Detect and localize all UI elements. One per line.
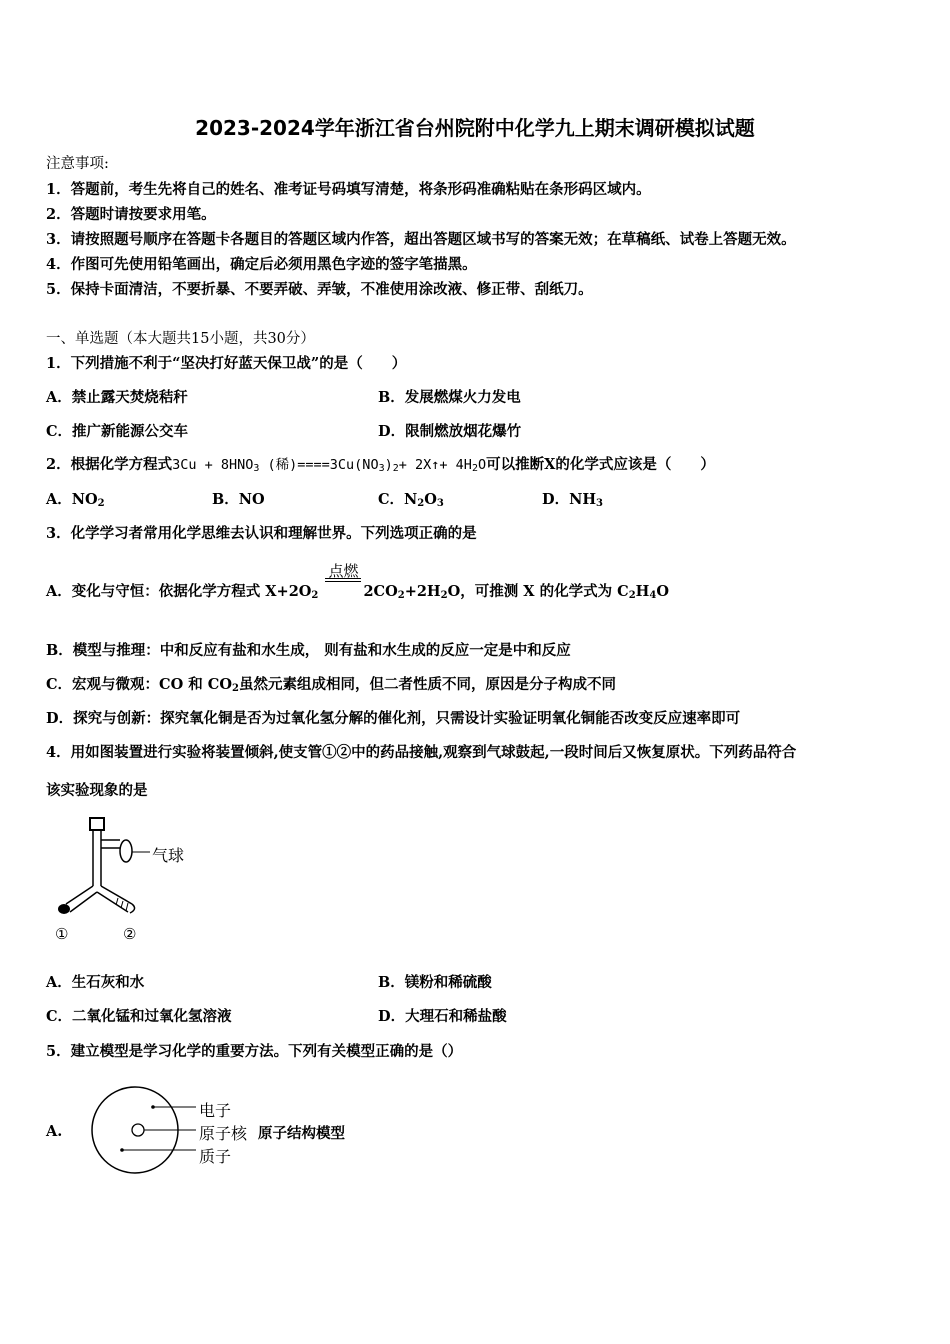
q4-option-b: B．镁粉和稀硫酸 xyxy=(378,974,492,991)
q4-option-a: A．生石灰和水 xyxy=(46,974,145,991)
opt-sub: 2 xyxy=(628,590,636,601)
atom-model-figure xyxy=(88,1085,198,1175)
eq-part: 3Cu + 8HNO xyxy=(172,457,254,473)
opt-text: O xyxy=(656,583,669,600)
q2-stem xyxy=(46,453,715,474)
opt-sub: 2 xyxy=(440,590,448,601)
hatch xyxy=(126,903,128,911)
q5-option-a-label: A. xyxy=(46,1123,63,1140)
reaction-condition-arrow xyxy=(323,562,363,600)
page-title: 2023-2024学年浙江省台州院附中化学九上期末调研模拟试题 xyxy=(195,116,755,140)
opt-text: 虽然元素组成相同，但二者性质不同，原因是分子构成不同 xyxy=(238,676,616,693)
opt-text: C．N xyxy=(378,491,418,508)
opt-text: O xyxy=(424,491,437,508)
branch1-inner xyxy=(70,892,97,912)
q1-stem: 1．下列措施不利于“坚决打好蓝天保卫战”的是（ ） xyxy=(46,355,407,372)
q4-option-d: D．大理石和稀盐酸 xyxy=(378,1008,507,1025)
q3-option-d: D．探究与创新：探究氧化铜是否为过氧化氢分解的催化剂，只需设计实验证明氧化铜能否改变反应速率即可 xyxy=(46,710,741,727)
q2-option-d xyxy=(542,488,603,509)
label-tube-2: ② xyxy=(123,925,137,943)
eq-sub: 2 xyxy=(392,463,399,474)
opt-sub: 2 xyxy=(97,498,105,509)
q2-option-b: B．NO xyxy=(212,491,265,508)
eq-part: O xyxy=(477,457,487,473)
opt-sub: 2 xyxy=(397,590,405,601)
q2-option-c xyxy=(378,488,444,509)
hatch xyxy=(116,898,118,905)
q1-option-d: D．限制燃放烟花爆竹 xyxy=(378,423,522,440)
q2-option-a xyxy=(46,488,105,509)
q3-option-b: B．模型与推理：中和反应有盐和水生成， 则有盐和水生成的反应一定是中和反应 xyxy=(46,642,571,659)
notice-item-1: 1．答题前，考生先将自己的姓名、准考证号码填写清楚，将条形码准确粘贴在条形码区域内。 xyxy=(46,181,651,198)
q4-stem-line1: 4．用如图装置进行实验将装置倾斜,使支管①②中的药品接触,观察到气球鼓起,一段时间后又恢复原状。下列药品符合 xyxy=(46,744,797,761)
q3-option-a xyxy=(46,562,669,601)
section-heading: 一、单选题（本大题共15小题，共30分） xyxy=(46,331,315,347)
opt-text: D．NH xyxy=(542,491,597,508)
balloon xyxy=(120,840,132,862)
eq-sub: 3 xyxy=(378,463,385,474)
q1-option-c: C．推广新能源公交车 xyxy=(46,423,189,440)
q5-stem: 5．建立模型是学习化学的重要方法。下列有关模型正确的是（） xyxy=(46,1043,463,1060)
q2-equation xyxy=(172,457,486,473)
eq-part: ) xyxy=(384,457,393,473)
notice-heading: 注意事项: xyxy=(46,156,109,172)
branch2-outer xyxy=(101,886,132,904)
label-proton: 质子 xyxy=(199,1147,232,1166)
nucleus xyxy=(132,1124,144,1136)
opt-sub: 2 xyxy=(417,498,425,509)
stopper xyxy=(90,818,104,830)
opt-text: C．宏观与微观：CO 和 CO xyxy=(46,676,232,693)
equals-line-top xyxy=(325,578,361,579)
opt-sub: 4 xyxy=(649,590,657,601)
notice-item-2: 2．答题时请按要求用笔。 xyxy=(46,206,216,223)
reagent-1 xyxy=(58,904,70,914)
eq-sub: 3 xyxy=(253,463,260,474)
label-nucleus: 原子核 xyxy=(199,1124,248,1143)
q2-stem-pre: 2．根据化学方程式 xyxy=(46,456,173,473)
opt-sub: 3 xyxy=(596,498,603,509)
opt-sub: 2 xyxy=(311,590,319,601)
eq-part: (稀)====3Cu(NO xyxy=(259,457,379,473)
opt-text: +2H xyxy=(404,583,441,600)
eq-sub: 2 xyxy=(471,463,478,474)
opt-text: A．NO xyxy=(46,491,98,508)
q1-option-a: A．禁止露天焚烧秸秆 xyxy=(46,389,188,406)
q1-option-b: B．发展燃煤火力发电 xyxy=(378,389,521,406)
q4-stem-line2: 该实验现象的是 xyxy=(46,782,148,799)
opt-text: H xyxy=(635,583,650,600)
opt-sub: 3 xyxy=(436,498,444,509)
branch2-end xyxy=(130,904,135,913)
condition-label: 点燃 xyxy=(328,562,359,580)
label-tube-1: ① xyxy=(55,925,69,943)
notice-item-3: 3．请按照题号顺序在答题卡各题目的答题区域内作答，超出答题区域书写的答案无效；在草稿纸、试卷上答题无效。 xyxy=(46,231,796,248)
branch1-outer xyxy=(66,886,93,904)
equals-line-bottom xyxy=(325,581,361,582)
opt-text: O，可推测 X 的化学式为 C xyxy=(447,583,629,600)
label-electron: 电子 xyxy=(199,1101,232,1120)
branch2-inner xyxy=(97,892,128,912)
q3-option-c xyxy=(46,673,616,694)
label-balloon: 气球 xyxy=(152,846,185,865)
q3-stem: 3．化学学习者常用化学思维去认识和理解世界。下列选项正确的是 xyxy=(46,525,477,542)
opt-sub: 2 xyxy=(231,683,239,694)
eq-part: + 2X↑+ 4H xyxy=(398,457,472,473)
q5-option-a-text: 原子结构模型 xyxy=(258,1125,345,1142)
notice-item-5: 5．保持卡面清洁，不要折暴、不要弄破、弄皱，不准使用涂改液、修正带、刮纸刀。 xyxy=(46,281,593,298)
notice-item-4: 4．作图可先使用铅笔画出，确定后必须用黑色字迹的签字笔描黑。 xyxy=(46,256,477,273)
hatch xyxy=(121,901,123,908)
opt-text: A．变化与守恒：依据化学方程式 X+2O xyxy=(46,583,312,600)
opt-text: 2CO xyxy=(363,583,398,600)
q2-stem-post: 可以推断X的化学式应该是（ ） xyxy=(486,456,715,473)
q4-option-c: C．二氧化锰和过氧化氢溶液 xyxy=(46,1008,232,1025)
